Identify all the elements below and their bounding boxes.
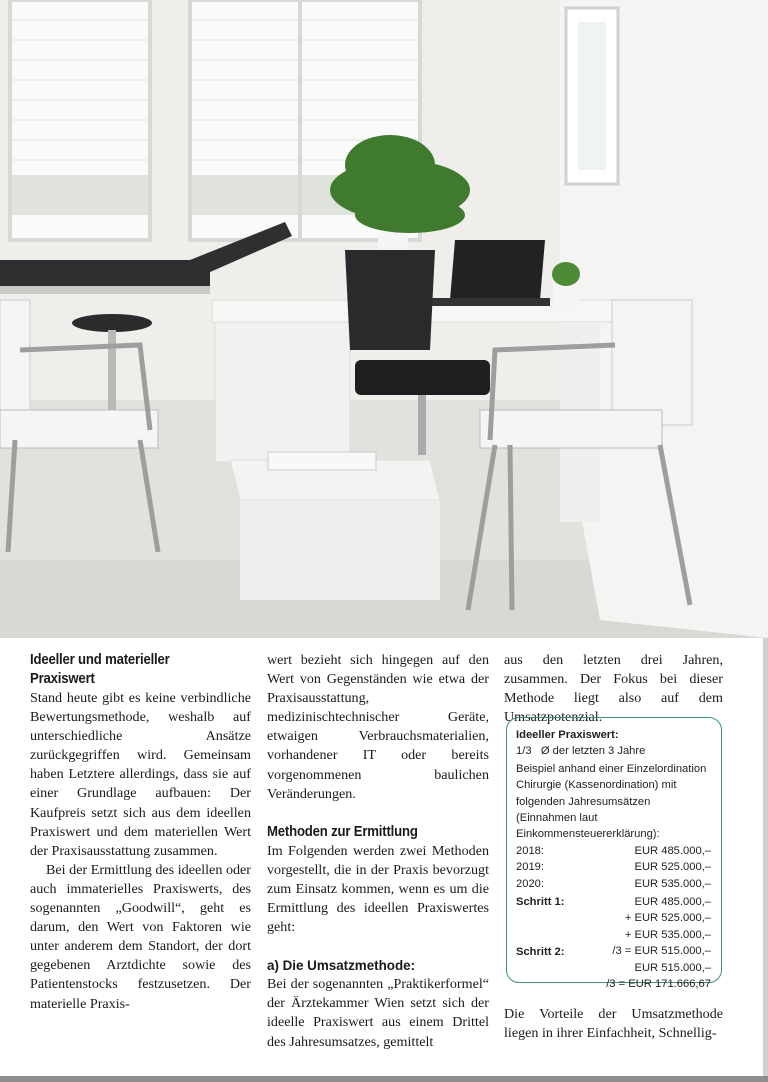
year-row: 2020: EUR 535.000,–	[516, 877, 711, 890]
section-heading-methoden: Methoden zur Ermittlung	[267, 823, 418, 840]
calc-line: + EUR 525.000,–	[624, 912, 711, 925]
calc-line: /3 = EUR 515.000,–	[612, 945, 711, 958]
info-box-title: Ideeller Praxiswert:	[516, 729, 619, 741]
paragraph: Bei der Ermittlung des ideellen oder auch immaterielles Praxiswerts, des sogenannten „Goodwill“, geht es darum, den Wert von Faktoren wie unter anderem dem Standort, der dort gegebenen Arztdichte sowie des Patientenstocks festzusetzen. Der materielle Praxis-	[30, 861, 251, 1012]
step-2-label: Schritt 2:	[516, 945, 565, 958]
year-row: 2019: EUR 525.000,–	[516, 861, 711, 874]
info-box-praxiswert	[506, 717, 722, 991]
paragraph: Stand heute gibt es keine verbindliche Bewertungsmethode, weshalb auf unterschiedliche Ansätze zurückgegriffen wird. Gemeinsam haben Letztere allerdings, dass sie auf einer Grundlage aufbauen: Der Kaufpreis setzt sich aus dem ideellen Praxiswert und dem materiellen Wert der Praxisausstattung zusammen.	[30, 690, 251, 859]
bottom-bar	[0, 1076, 768, 1082]
calc-line: EUR 485.000,–	[634, 896, 711, 909]
column-1	[30, 651, 251, 1014]
section-heading-praxiswert: Ideeller und materieller Praxiswert	[30, 652, 170, 687]
step-1-label: Schritt 1:	[516, 896, 565, 909]
calc-line: + EUR 535.000,–	[624, 928, 711, 941]
info-box-formula: 1/3 Ø der letzten 3 Jahre	[516, 745, 646, 758]
paragraph: Im Folgenden werden zwei Methoden vorgestellt, die in der Praxis bevorzugt zum Einsatz kommen, wenn es um die Ermittlung des ideellen Praxiswertes geht:	[267, 842, 489, 936]
paragraph: Bei der sogenannten „Praktikerformel“ der Ärztekammer Wien setzt sich der ideelle Praxiswert aus einem Drittel des Jahresumsatzes, gemittelt	[267, 976, 489, 1050]
page-edge	[763, 638, 768, 1076]
paragraph: wert bezieht sich hingegen auf den Wert von Gegenständen wie etwa der Praxisausstattung, medizinischtechnischer Geräte, etwaigen Verbrauchsmaterialien, vorhandener IT oder bereits vorgenommenen baulichen Veränderungen.	[267, 652, 489, 802]
paragraph: Die Vorteile der Umsatzmethode liegen in ihrer Einfachheit, Schnellig-	[504, 1006, 723, 1042]
column-3	[504, 651, 723, 727]
year-row: 2018: EUR 485.000,–	[516, 844, 711, 857]
column-2	[267, 651, 489, 1052]
calc-line: EUR 515.000,–	[634, 961, 711, 974]
calc-line: /3 = EUR 171.666,67	[606, 978, 711, 991]
paragraph: aus den letzten drei Jahren, zusammen. Der Fokus bei dieser Methode liegt also auf dem Umsatzpotenzial.	[504, 652, 723, 726]
column-3-continued	[504, 991, 723, 1057]
subheading-umsatzmethode: a) Die Umsatzmethode:	[267, 958, 416, 974]
info-box-example: Beispiel anhand einer Einzelordination Chirurgie (Kassenordination) mit folgenden Jahresumsätzen (Einnahmen laut Einkommensteuererklärung):	[516, 762, 707, 841]
